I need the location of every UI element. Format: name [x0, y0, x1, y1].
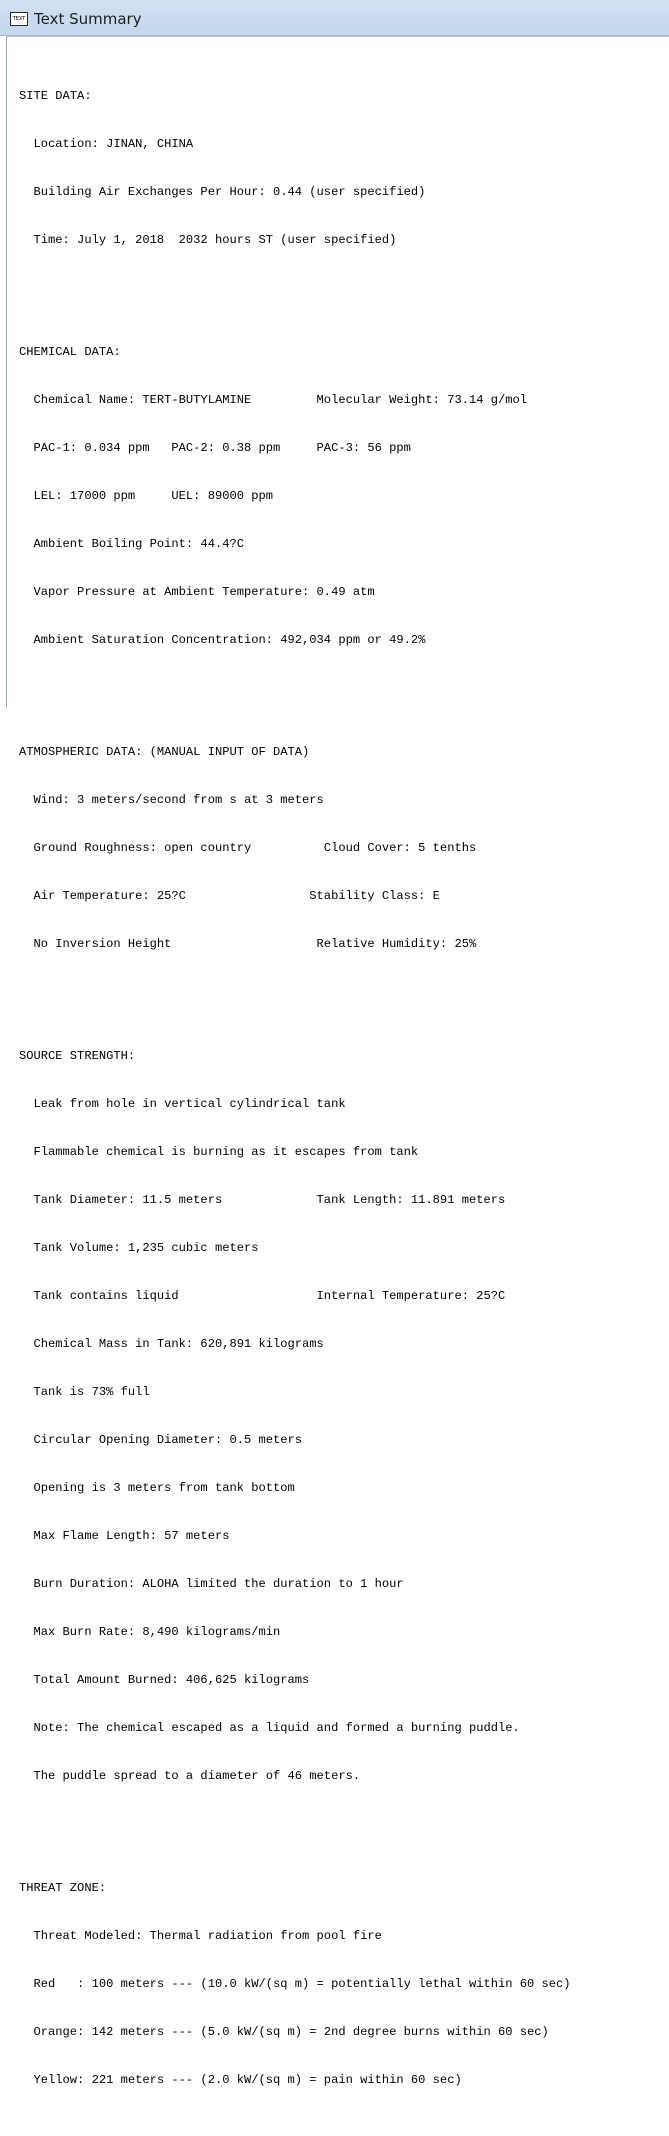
source-strength-line: Burn Duration: ALOHA limited the duration to 1 hour: [19, 1577, 404, 1591]
chemical-data-pac: PAC-1: 0.034 ppm PAC-2: 0.38 ppm PAC-3: 56 ppm: [19, 441, 411, 455]
source-strength-line: Tank Diameter: 11.5 meters Tank Length: 11.891 meters: [19, 1193, 506, 1207]
source-strength-line: The puddle spread to a diameter of 46 meters.: [19, 1769, 361, 1783]
chemical-data-boiling-point: Ambient Boiling Point: 44.4?C: [19, 537, 244, 551]
threat-zone-yellow: Yellow: 221 meters --- (2.0 kW/(sq m) = pain within 60 sec): [19, 2073, 462, 2087]
chemical-data-name-weight: Chemical Name: TERT-BUTYLAMINE Molecular Weight: 73.14 g/mol: [19, 393, 528, 407]
chemical-data-lel-uel: LEL: 17000 ppm UEL: 89000 ppm: [19, 489, 274, 503]
atmospheric-data-inversion-humidity: No Inversion Height Relative Humidity: 25%: [19, 937, 477, 951]
section-header-site-data: SITE DATA:: [19, 89, 92, 103]
source-strength-line: Max Flame Length: 57 meters: [19, 1529, 230, 1543]
chemical-data-vapor-pressure: Vapor Pressure at Ambient Temperature: 0.49 atm: [19, 585, 375, 599]
source-strength-line: Max Burn Rate: 8,490 kilograms/min: [19, 1625, 281, 1639]
site-data-location: Location: JINAN, CHINA: [19, 137, 194, 151]
source-strength-line: Chemical Mass in Tank: 620,891 kilograms: [19, 1337, 324, 1351]
report-text-area[interactable]: [6, 36, 669, 2087]
section-header-threat-zone: THREAT ZONE:: [19, 1881, 107, 1895]
chemical-data-saturation: Ambient Saturation Concentration: 492,034 ppm or 49.2%: [19, 633, 426, 647]
source-strength-line: Circular Opening Diameter: 0.5 meters: [19, 1433, 303, 1447]
atmospheric-data-wind: Wind: 3 meters/second from s at 3 meters: [19, 793, 324, 807]
site-data-air-exchanges: Building Air Exchanges Per Hour: 0.44 (user specified): [19, 185, 426, 199]
site-data-time: Time: July 1, 2018 2032 hours ST (user specified): [19, 233, 397, 247]
source-strength-line: Tank contains liquid Internal Temperature: 25?C: [19, 1289, 506, 1303]
threat-zone-orange: Orange: 142 meters --- (5.0 kW/(sq m) = 2nd degree burns within 60 sec): [19, 2025, 549, 2039]
section-header-chemical-data: CHEMICAL DATA:: [19, 345, 121, 359]
source-strength-line: Total Amount Burned: 406,625 kilograms: [19, 1673, 310, 1687]
blank-line: [19, 680, 571, 696]
atmospheric-data-temp-stability: Air Temperature: 25?C Stability Class: E: [19, 889, 440, 903]
blank-line: [19, 280, 571, 296]
source-strength-line: Flammable chemical is burning as it escapes from tank: [19, 1145, 419, 1159]
summary-report: [19, 40, 571, 2136]
source-strength-line: Tank is 73% full: [19, 1385, 150, 1399]
title-bar[interactable]: [0, 0, 669, 36]
threat-zone-model: Threat Modeled: Thermal radiation from pool fire: [19, 1929, 382, 1943]
section-header-source-strength: SOURCE STRENGTH:: [19, 1049, 136, 1063]
text-document-icon: TEXT: [10, 12, 28, 26]
blank-line: [19, 984, 571, 1000]
threat-zone-red: Red : 100 meters --- (10.0 kW/(sq m) = potentially lethal within 60 sec): [19, 1977, 571, 1991]
source-strength-line: Note: The chemical escaped as a liquid and formed a burning puddle.: [19, 1721, 520, 1735]
atmospheric-data-roughness-cloud: Ground Roughness: open country Cloud Cover: 5 tenths: [19, 841, 477, 855]
window-title: Text Summary: [34, 10, 142, 28]
blank-line: [19, 1816, 571, 1832]
source-strength-line: Tank Volume: 1,235 cubic meters: [19, 1241, 259, 1255]
source-strength-line: Leak from hole in vertical cylindrical tank: [19, 1097, 346, 1111]
section-header-atmospheric-data: ATMOSPHERIC DATA: (MANUAL INPUT OF DATA): [19, 745, 310, 759]
source-strength-line: Opening is 3 meters from tank bottom: [19, 1481, 295, 1495]
